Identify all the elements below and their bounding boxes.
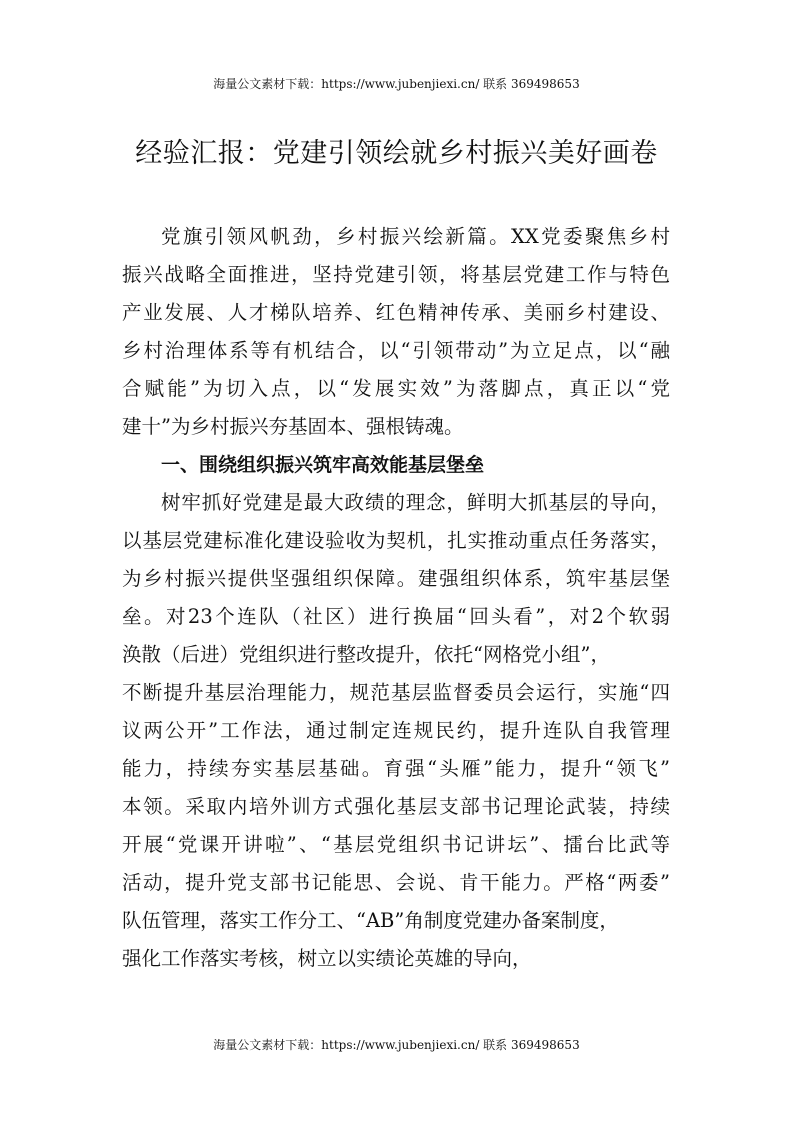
paragraph-line: 垒。对23个连队（社区）进行换届“回头看”，对2个软弱 bbox=[122, 605, 670, 628]
paragraph-line: 活动，提升党支部书记能思、会说、肯干能力。严格“两委” bbox=[122, 871, 670, 894]
paragraph-line: 强化工作落实考核，树立以实绩论英雄的导向， bbox=[122, 947, 532, 970]
paragraph-line: 开展“党课开讲啦”、“基层党组织书记讲坛”、擂台比武等 bbox=[122, 833, 670, 856]
section-heading-1: 一、围绕组织振兴筑牢高效能基层堡垒 bbox=[161, 454, 485, 476]
paragraph-line: 本领。采取内培外训方式强化基层支部书记理论武装，持续 bbox=[122, 795, 670, 818]
paragraph-line: 不断提升基层治理能力，规范基层监督委员会运行，实施“四 bbox=[122, 681, 670, 704]
footer-source-note: 海量公文素材下载：https://www.jubenjiexi.cn/ 联系 369498653 bbox=[213, 1038, 580, 1052]
header-source-note: 海量公文素材下载：https://www.jubenjiexi.cn/ 联系 369498653 bbox=[213, 77, 580, 91]
intro-line: 合赋能”为切入点，以“发展实效”为落脚点，真正以“党 bbox=[122, 377, 670, 400]
intro-line: 党旗引领风帆劲，乡村振兴绘新篇。XX党委聚焦乡村 bbox=[161, 225, 670, 248]
paragraph-line: 以基层党建标准化建设验收为契机，扎实推动重点任务落实， bbox=[122, 529, 670, 552]
paragraph-line: 议两公开”工作法，通过制定连规民约，提升连队自我管理 bbox=[122, 719, 670, 742]
paragraph-line: 树牢抓好党建是最大政绩的理念，鲜明大抓基层的导向， bbox=[161, 491, 670, 514]
intro-line: 建十”为乡村振兴夯基固本、强根铸魂。 bbox=[122, 415, 464, 438]
intro-line: 乡村治理体系等有机结合，以“引领带动”为立足点，以“融 bbox=[122, 339, 670, 362]
paragraph-line: 能力，持续夯实基层基础。育强“头雁”能力，提升“领飞” bbox=[122, 757, 670, 780]
intro-line: 产业发展、人才梯队培养、红色精神传承、美丽乡村建设、 bbox=[122, 301, 670, 324]
document-title: 经验汇报：党建引领绘就乡村振兴美好画卷 bbox=[135, 138, 658, 169]
intro-line: 振兴战略全面推进，坚持党建引领，将基层党建工作与特色 bbox=[122, 263, 670, 286]
paragraph-line: 为乡村振兴提供坚强组织保障。建强组织体系，筑牢基层堡 bbox=[122, 567, 670, 590]
paragraph-line: 涣散（后进）党组织进行整改提升，依托“网格党小组”， bbox=[122, 643, 610, 666]
paragraph-line: 队伍管理，落实工作分工、“AB”角制度党建办备案制度， bbox=[122, 909, 619, 932]
